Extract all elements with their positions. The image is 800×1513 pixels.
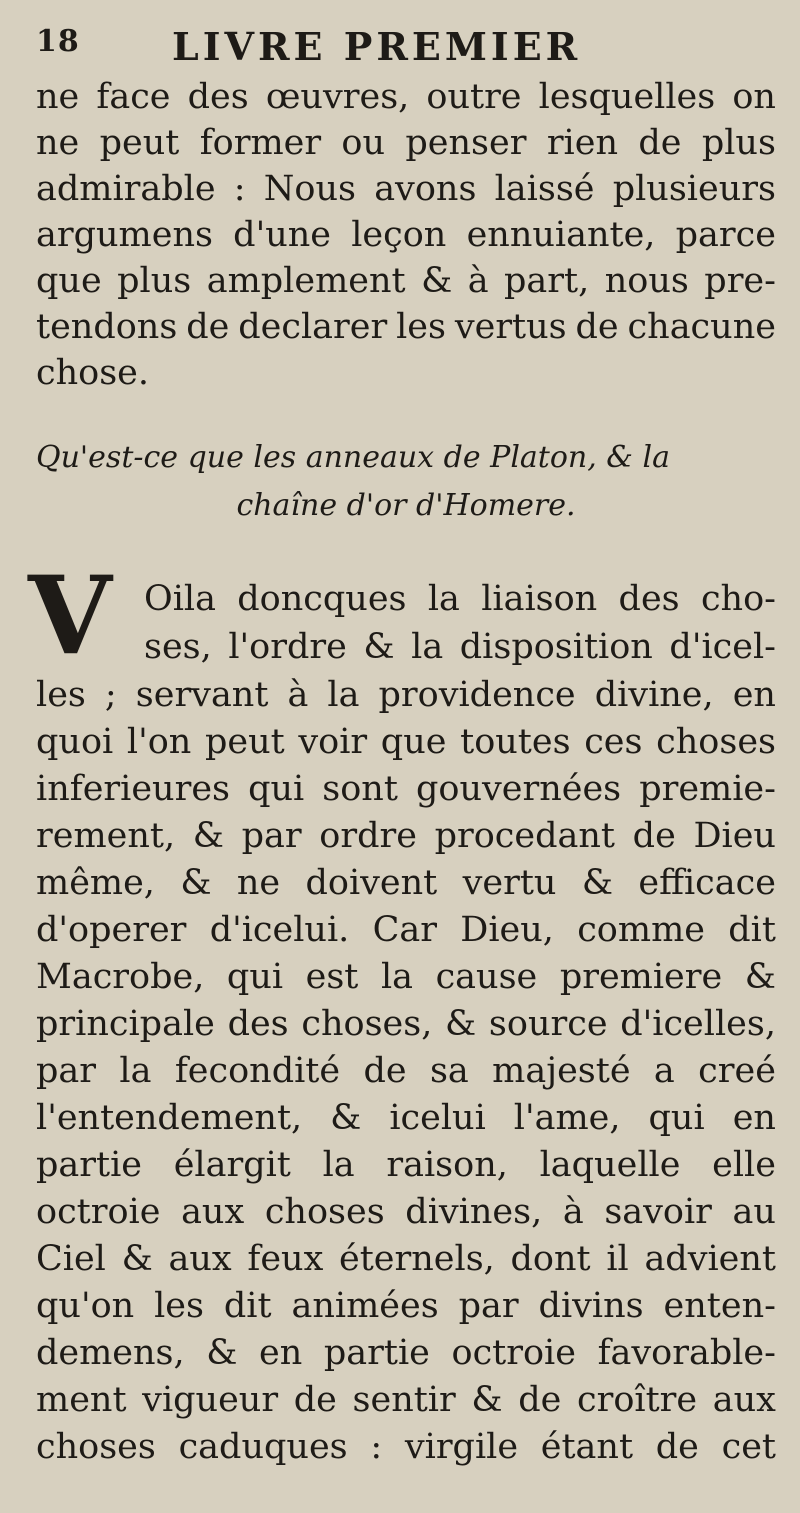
text-line: rement, & par ordre procedant de Dieu	[36, 816, 776, 856]
page-number: 18	[36, 24, 80, 59]
text-line: ne peut former ou penser rien de plus	[36, 123, 776, 163]
text-line: par la fecondité de sa majesté a creé	[36, 1051, 776, 1091]
text-line: que plus amplement & à part, nous pre-	[36, 261, 776, 301]
text-line: inferieures qui sont gouvernées premie-	[36, 769, 776, 809]
page-header	[36, 24, 776, 72]
text-line: principale des choses, & source d'icelles,	[36, 1004, 776, 1044]
text-line: octroie aux choses divines, à savoir au	[36, 1192, 776, 1232]
text-line: Oila doncques la liaison des cho-	[144, 579, 776, 619]
text-line: les ; servant à la providence divine, en	[36, 675, 776, 715]
text-line: ne face des œuvres, outre lesquelles on	[36, 77, 776, 117]
text-line: Macrobe, qui est la cause premiere &	[36, 957, 776, 997]
text-line: demens, & en partie octroie favorable-	[36, 1333, 776, 1373]
text-line: partie élargit la raison, laquelle elle	[36, 1145, 776, 1185]
text-line: tendons de declarer les vertus de chacune	[36, 307, 776, 347]
text-line: qu'on les dit animées par divins enten-	[36, 1286, 776, 1326]
section-heading-line-2: chaîne d'or d'Homere.	[236, 488, 576, 523]
text-line: l'entendement, & icelui l'ame, qui en	[36, 1098, 776, 1138]
text-line: ses, l'ordre & la disposition d'icel-	[144, 627, 776, 667]
running-head: LIVRE PREMIER	[172, 24, 582, 69]
section-heading-line-1: Qu'est-ce que les anneaux de Platon, & la	[36, 440, 671, 475]
text-line: chose.	[36, 353, 150, 393]
text-line: même, & ne doivent vertu & efficace	[36, 863, 776, 903]
text-line: ment vigueur de sentir & de croître aux	[36, 1380, 776, 1420]
text-line: quoi l'on peut voir que toutes ces choses	[36, 722, 776, 762]
drop-cap: V	[28, 553, 112, 679]
text-line: argumens d'une leçon ennuiante, parce	[36, 215, 776, 255]
text-line: admirable : Nous avons laissé plusieurs	[36, 169, 776, 209]
text-line: d'operer d'icelui. Car Dieu, comme dit	[36, 910, 776, 950]
text-line: choses caduques : virgile étant de cet	[36, 1427, 776, 1467]
text-line: Ciel & aux feux éternels, dont il advient	[36, 1239, 776, 1279]
